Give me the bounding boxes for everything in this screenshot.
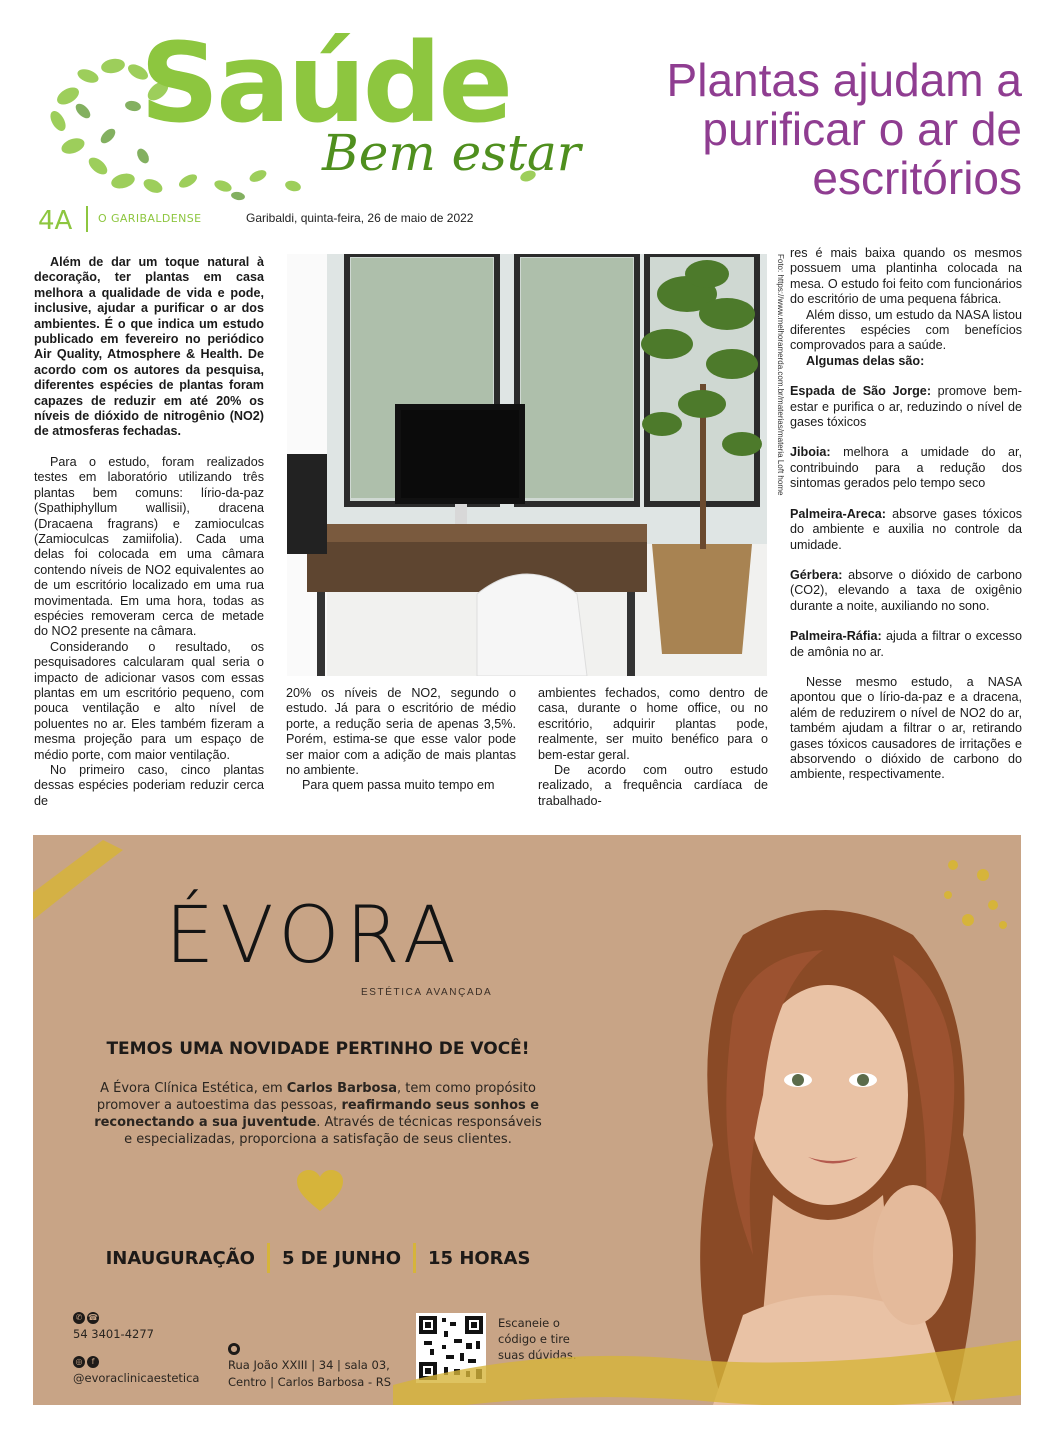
contact-phone — [73, 1309, 154, 1343]
divider — [267, 1243, 270, 1273]
list-item: Espada de São Jorge: promove bem-estar e purifica o ar, reduzindo o nível de gases tóxicos — [790, 384, 1022, 430]
location-pin-icon: ● — [228, 1343, 240, 1355]
page-number-divider — [86, 206, 88, 232]
evora-logo-subtitle: ESTÉTICA AVANÇADA — [361, 987, 493, 998]
article-paragraph: ambientes fechados, como dentro de casa, durante o home office, ou no escritório, adquirir plantas pode, realmente, ser muito benéfico para o bem-estar geral. — [538, 686, 768, 762]
gold-heart-icon — [295, 1169, 345, 1213]
article-column-4 — [790, 246, 1022, 783]
qr-instructions: Escaneie o código e tire suas dúvidas. — [498, 1316, 577, 1362]
list-heading: Algumas delas são: — [806, 353, 925, 368]
evora-logo: ÉVORA — [165, 891, 463, 981]
article-paragraph: Para o estudo, foram realizados testes em laboratório utilizando três plantas bem comuns: lírio-da-paz (Spathiphyllum wallisii), dracena (Dracaena fragrans) e zamioculcas (Zamioculcas zamiifolia). Cada uma delas foi colocada em uma câmara contendo níveis de NO2 equivalentes ao de um escritório localizado em uma rua movimentada. Em uma hora, todas as espécies removeram cerca de metade do NO2 presente na câmara. — [34, 454, 264, 639]
list-item: Palmeira-Ráfia: ajuda a filtrar o excesso de amônia no ar. — [790, 629, 1022, 659]
article-column-2 — [286, 686, 516, 794]
instagram-icon: ◎ — [73, 1356, 85, 1368]
article-paragraph: Considerando o resultado, os pesquisadores calcularam qual seria o impacto de adicionar vasos com essas plantas em um escritório pequeno, com pouca ventilação e alto nível de poluentes no ar. Eles também fizeram a mesma projeção para um espaço de médio porte, com maior ventilação. — [34, 639, 264, 762]
article-headline: Plantas ajudam a purificar o ar de escritórios — [666, 54, 1022, 204]
page-number: 4A — [38, 206, 73, 236]
article-column-1 — [34, 255, 264, 809]
office-plant-photo — [287, 254, 767, 676]
article-paragraph: De acordo com outro estudo realizado, a frequência cardíaca de trabalhado- — [538, 763, 768, 808]
ad-body-text: A Évora Clínica Estética, em Carlos Barbosa, tem como propósito promover a autoestima das pessoas, reafirmando seus sonhos e reconectando a sua juventude. Através de técnicas responsáveis e especializadas, proporciona a satisfação de seus clientes. — [94, 1081, 542, 1147]
instagram-handle: @evoraclinicaestetica — [73, 1371, 200, 1385]
contact-social — [73, 1353, 199, 1387]
article-paragraph: Nesse mesmo estudo, a NASA apontou que o lírio-da-paz e a dracena, além de reduzirem o nível de NO2 do ar, também ajudam a filtrar o ar, retirando gases tóxicos causadores de irritações e absorvendo o dióxido de carbono do ambiente, respectivamente. — [790, 674, 1022, 782]
evora-advertisement — [33, 835, 1021, 1405]
ad-tagline: TEMOS UMA NOVIDADE PERTINHO DE VOCÊ! — [106, 1039, 530, 1059]
list-item: Palmeira-Areca: absorve gases tóxicos do ambiente e auxilia no controle da umidade. — [790, 506, 1022, 552]
gold-brush-stroke — [33, 835, 133, 920]
phone-icon: ☎ — [88, 1312, 98, 1322]
section-subtitle: Bem estar — [322, 124, 581, 182]
gold-brush-stroke — [393, 1305, 1021, 1405]
phone-number: 54 3401-4277 — [73, 1327, 154, 1341]
section-title: Saúde — [140, 19, 511, 147]
article-paragraph: res é mais baixa quando os mesmos possuem uma plantinha colocada na mesa. O estudo foi feito com funcionários do escritório de uma pequena fábrica. — [790, 246, 1022, 307]
event-date: 5 DE JUNHO — [281, 1247, 401, 1269]
article-column-3 — [538, 686, 768, 809]
event-time: 15 HORAS — [428, 1247, 531, 1269]
newspaper-name: O GARIBALDENSE — [98, 212, 202, 225]
divider — [413, 1243, 416, 1273]
list-item: Jiboia: melhora a umidade do ar, contribuindo para a redução dos sintomas gerados pelo tempo seco — [790, 445, 1022, 491]
list-item: Gérbera: absorve o dióxido de carbono (CO2), elevando a taxa de oxigênio durante a noite, auxiliando no sono. — [790, 567, 1022, 613]
article-lead: Além de dar um toque natural à decoração, ter plantas em casa melhora a qualidade de vida e pode, inclusive, ajudar a purificar o ar dos ambientes. É o que indica um estudo publicado em fevereiro no periódico Air Quality, Atmosphere & Health. De acordo com os autores da pesquisa, diferentes espécies de plantas foram capazes de reduzir em até 20% os níveis de dióxido de nitrogênio (NO2) de atmosferas fechadas. — [34, 255, 264, 439]
whatsapp-icon: ✆ — [73, 1312, 85, 1324]
article-paragraph: 20% os níveis de NO2, segundo o estudo. Já para o escritório de médio porte, a redução seria de apenas 3,5%. Porém, estima-se que esse valor pode ser maior com a adição de mais plantas no ambiente. — [286, 686, 516, 778]
event-label: INAUGURAÇÃO — [105, 1247, 255, 1269]
photo-credit: Foto: https://www.melhoramerda.com.br/materias/materia Loft home — [776, 254, 785, 496]
article-paragraph: Além disso, um estudo da NASA listou diferentes espécies com benefícios comprovados para a saúde. — [790, 307, 1022, 353]
contact-address: ● Rua João XXIII | 34 | sala 03, Centro | Carlos Barbosa - RS — [228, 1343, 392, 1389]
facebook-icon: f — [87, 1356, 99, 1368]
article-paragraph: Para quem passa muito tempo em — [302, 778, 495, 793]
opening-event — [93, 1243, 543, 1273]
article-paragraph: No primeiro caso, cinco plantas dessas espécies poderiam reduzir cerca de — [34, 763, 264, 808]
dateline: Garibaldi, quinta-feira, 26 de maio de 2022 — [246, 211, 474, 225]
